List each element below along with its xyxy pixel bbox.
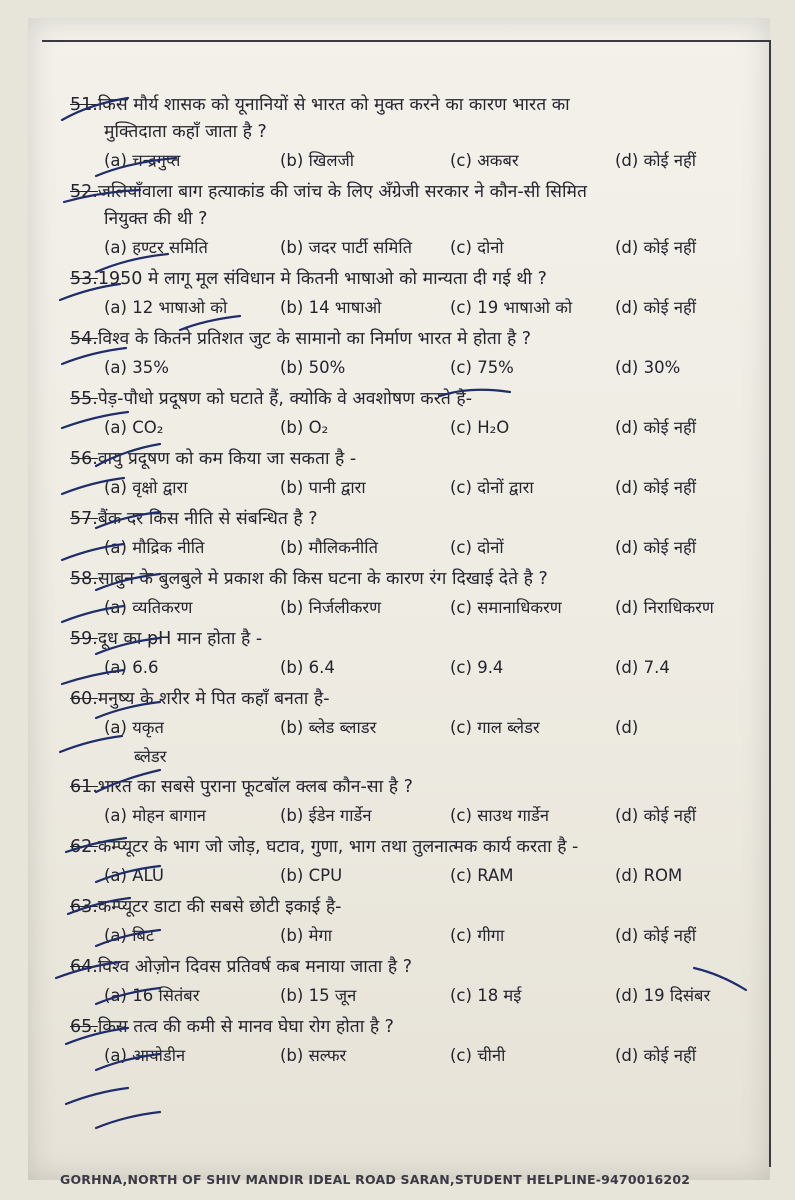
option-b: (b) पानी द्वारा: [280, 478, 366, 497]
question-51: [70, 92, 740, 176]
option-d: (d) कोई नहीं: [615, 538, 697, 557]
question-stem: [70, 266, 740, 293]
question-stem: [70, 92, 740, 119]
option-b: (b) CPU: [280, 866, 343, 885]
option-row: [70, 593, 740, 623]
option-d: (d) 19 दिसंबर: [615, 986, 711, 1005]
option-row: [70, 921, 740, 951]
question-number: 53.: [70, 269, 98, 289]
option-b: (b) 15 जून: [280, 986, 357, 1005]
option-b: (b) मेगा: [280, 926, 333, 945]
option-a: (a) 6.6: [104, 658, 159, 677]
option-row: [70, 861, 740, 891]
question-text: मनुष्य के शरीर मे पित कहाँ बनता है-: [97, 689, 330, 709]
question-stem: [70, 179, 740, 206]
question-number: 60.: [70, 689, 98, 709]
option-b: (b) 50%: [280, 358, 346, 377]
option-a: (a) मोहन बागान: [104, 806, 206, 825]
question-stem: [70, 386, 740, 413]
question-59: [70, 626, 740, 683]
option-a: (a) व्यतिकरण: [104, 598, 193, 617]
option-c: (c) गीगा: [450, 926, 505, 945]
option-c: (c) साउथ गार्डेन: [450, 806, 549, 825]
question-text: दूध का pH मान होता है -: [97, 629, 263, 649]
option-d: (d) कोई नहीं: [615, 806, 697, 825]
option-d: (d): [615, 718, 639, 737]
option-d: (d) कोई नहीं: [615, 926, 697, 945]
option-row: [70, 653, 740, 683]
option-a: (a) ALU: [104, 866, 164, 885]
question-text: पेड़-पौधो प्रदूषण को घटाते हैं, क्योकि वे अवशोषण करते है-: [97, 389, 473, 409]
option-row: [70, 533, 740, 563]
question-stem: [70, 506, 740, 533]
option-c: (c) गाल ब्लेडर: [450, 718, 540, 737]
option-row: [70, 1041, 740, 1071]
question-stem: [70, 1014, 740, 1041]
question-text: जलियाँवाला बाग हत्याकांड की जांच के लिए अँग्रेजी सरकार ने कौन-सी सिमित: [97, 182, 587, 202]
question-63: [70, 894, 740, 951]
option-c: (c) दोनों द्वारा: [450, 478, 534, 497]
option-row: [70, 413, 740, 443]
question-stem: [70, 954, 740, 981]
question-stem: [70, 446, 740, 473]
question-stem: [70, 686, 740, 713]
question-60: [70, 686, 740, 771]
option-d: (d) कोई नहीं: [615, 151, 697, 170]
question-text: विश्व के कितने प्रतिशत जुट के सामानो का निर्माण भारत मे होता है ?: [97, 329, 532, 349]
question-number: 51.: [70, 95, 98, 115]
question-number: 54.: [70, 329, 98, 349]
question-text-continued: मुक्तिदाता कहाँ जाता है ?: [104, 122, 267, 142]
option-a: (a) हण्टर समिति: [104, 238, 208, 257]
option-b: (b) सल्फर: [280, 1046, 347, 1065]
option-c: (c) दोनों: [450, 538, 504, 557]
option-b: (b) खिलजी: [280, 151, 355, 170]
option-c: (c) H₂O: [450, 418, 510, 437]
option-c: (c) 18 मई: [450, 986, 522, 1005]
question-text: किस तत्व की कमी से मानव घेघा रोग होता है ?: [97, 1017, 394, 1037]
question-number: 63.: [70, 897, 98, 917]
option-b: (b) निर्जलीकरण: [280, 598, 382, 617]
question-stem: [70, 774, 740, 801]
option-b: (b) ईडेन गार्डेन: [280, 806, 372, 825]
option-d: (d) 30%: [615, 358, 681, 377]
question-text: कम्प्यूटर के भाग जो जोड़, घटाव, गुणा, भाग तथा तुलनात्मक कार्य करता है -: [97, 837, 579, 857]
option-b: (b) 14 भाषाओ: [280, 298, 382, 317]
question-64: [70, 954, 740, 1011]
question-number: 52.: [70, 182, 98, 202]
question-text: विश्व ओज़ोन दिवस प्रतिवर्ष कब मनाया जाता है ?: [97, 957, 413, 977]
option-row: [70, 473, 740, 503]
option-c: (c) अकबर: [450, 151, 519, 170]
option-a: (a) मौद्रिक नीति: [104, 538, 205, 557]
question-number: 65.: [70, 1017, 98, 1037]
option-b: (b) O₂: [280, 418, 329, 437]
question-55: [70, 386, 740, 443]
option-d: (d) कोई नहीं: [615, 418, 697, 437]
option-d: (d) कोई नहीं: [615, 478, 697, 497]
question-stem: [70, 834, 740, 861]
option-continued: ब्लेडर: [134, 747, 167, 766]
option-b: (b) 6.4: [280, 658, 335, 677]
option-row: [70, 233, 740, 263]
option-c: (c) 75%: [450, 358, 514, 377]
option-row: [70, 353, 740, 383]
question-number: 62.: [70, 837, 98, 857]
question-61: [70, 774, 740, 831]
question-stem: [70, 566, 740, 593]
question-56: [70, 446, 740, 503]
option-row: [70, 801, 740, 831]
option-a: (a) CO₂: [104, 418, 164, 437]
option-row: [70, 146, 740, 176]
question-text-continued: नियुक्त की थी ?: [104, 209, 208, 229]
option-c: (c) RAM: [450, 866, 514, 885]
question-57: [70, 506, 740, 563]
question-number: 61.: [70, 777, 98, 797]
option-b: (b) जदर पार्टी समिति: [280, 238, 413, 257]
question-number: 58.: [70, 569, 98, 589]
question-52: [70, 179, 740, 263]
question-text: किस मौर्य शासक को यूनानियों से भारत को मुक्त करने का कारण भारत का: [97, 95, 570, 115]
option-d: (d) 7.4: [615, 658, 670, 677]
option-d: (d) ROM: [615, 866, 683, 885]
option-d: (d) कोई नहीं: [615, 238, 697, 257]
question-62: [70, 834, 740, 891]
question-text: भारत का सबसे पुराना फूटबॉल क्लब कौन-सा है ?: [97, 777, 413, 797]
option-a: (a) यकृत: [104, 718, 164, 737]
option-c: (c) समानाधिकरण: [450, 598, 562, 617]
question-text: साबुन के बुलबुले मे प्रकाश की किस घटना के कारण रंग दिखाई देते है ?: [97, 569, 548, 589]
question-54: [70, 326, 740, 383]
question-number: 64.: [70, 957, 98, 977]
option-row: [70, 713, 740, 743]
option-c: (c) दोनो: [450, 238, 504, 257]
option-d: (d) कोई नहीं: [615, 298, 697, 317]
question-number: 55.: [70, 389, 98, 409]
question-stem: [70, 326, 740, 353]
footer-address: GORHNA,NORTH OF SHIV MANDIR IDEAL ROAD SARAN,STUDENT HELPLINE-9470016202: [60, 1172, 691, 1187]
option-b: (b) मौलिकनीति: [280, 538, 378, 557]
option-b: (b) ब्लेड ब्लाडर: [280, 718, 377, 737]
question-text: वायु प्रदूषण को कम किया जा सकता है -: [97, 449, 357, 469]
question-list: [70, 92, 740, 1074]
option-a: (a) 12 भाषाओ को: [104, 298, 228, 317]
option-c: (c) चीनी: [450, 1046, 506, 1065]
option-a: (a) बिट: [104, 926, 155, 945]
question-text: कम्प्यूटर डाटा की सबसे छोटी इकाई है-: [97, 897, 342, 917]
option-d: (d) कोई नहीं: [615, 1046, 697, 1065]
question-number: 57.: [70, 509, 98, 529]
option-a: (a) वृक्षो द्वारा: [104, 478, 188, 497]
question-stem: [70, 626, 740, 653]
option-row: [70, 981, 740, 1011]
question-53: [70, 266, 740, 323]
question-text: बैंक दर किस नीति से संबन्धित है ?: [97, 509, 318, 529]
question-stem: [70, 894, 740, 921]
question-text: 1950 मे लागू मूल संविधान मे कितनी भाषाओ को मान्यता दी गई थी ?: [97, 269, 547, 289]
question-number: 56.: [70, 449, 98, 469]
question-number: 59.: [70, 629, 98, 649]
option-a: (a) चन्द्रगुप्त: [104, 151, 181, 170]
question-58: [70, 566, 740, 623]
option-d: (d) निराधिकरण: [615, 598, 714, 617]
option-a: (a) 16 सितंबर: [104, 986, 200, 1005]
option-row: [70, 293, 740, 323]
option-a: (a) आयोडीन: [104, 1046, 186, 1065]
option-c: (c) 19 भाषाओ को: [450, 298, 573, 317]
option-a: (a) 35%: [104, 358, 169, 377]
option-c: (c) 9.4: [450, 658, 504, 677]
question-65: [70, 1014, 740, 1071]
